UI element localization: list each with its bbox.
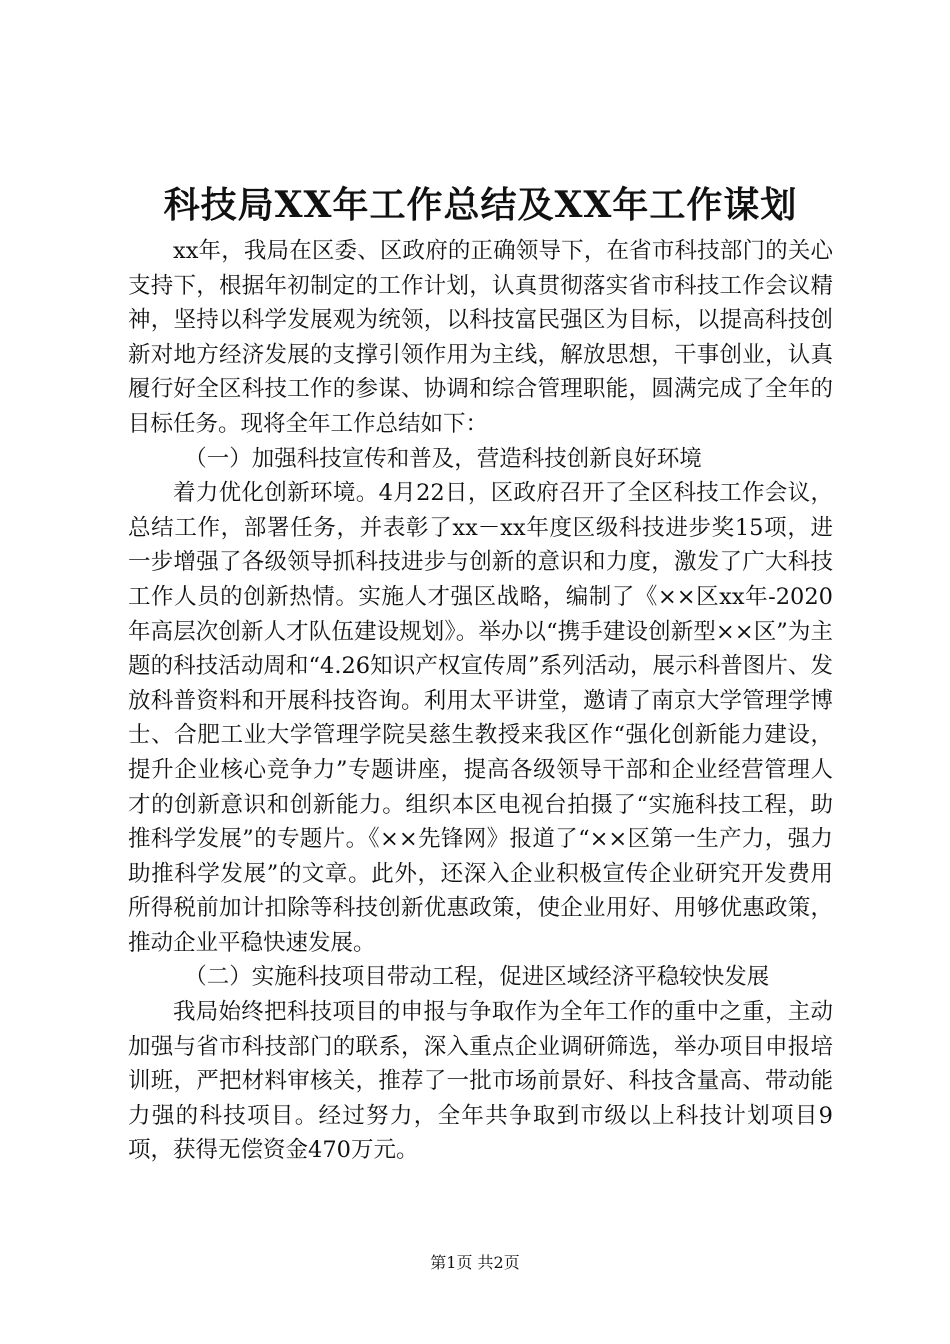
document-title: 科技局XX年工作总结及XX年工作谋划 (163, 184, 798, 226)
page-footer: 第1页 共2页 (430, 1253, 520, 1272)
intro-paragraph: xx年，我局在区委、区政府的正确领导下，在省市科技部门的关心支持下，根据年初制定的工作计划，认真贯彻落实省市科技工作会议精神，坚持以科学发展观为统领，以科技富民强区为目标，以提高科技创新对地方经济发展的支撑引领作用为主线，解放思想，干事创业，认真履行好全区科技工作的参谋、协调和综合管理职能，圆满完成了全年的目标任务。现将全年工作总结如下： (128, 238, 833, 437)
section-2-body: 我局始终把科技项目的申报与争取作为全年工作的重中之重，主动加强与省市科技部门的联系，深入重点企业调研筛选，举办项目申报培训班，严把材料审核关，推荐了一批市场前景好、科技含量高、带动能力强的科技项目。经过努力，全年共争取到市级以上科技计划项目9项，获得无偿资金470万元。 (128, 999, 833, 1164)
section-1-heading: （一）加强科技宣传和普及，营造科技创新良好环境 (184, 445, 702, 472)
section-1-body: 着力优化创新环境。4月22日，区政府召开了全区科技工作会议，总结工作，部署任务，并表彰了xx－xx年度区级科技进步奖15项，进一步增强了各级领导抓科技进步与创新的意识和力度，激发了广大科技工作人员的创新热情。实施人才强区战略，编制了《××区xx年-2020年高层次创新人才队伍建设规划》。举办以“携手建设创新型××区”为主题的科技活动周和“4.26知识产权宣传周”系列活动，展示科普图片、发放科普资料和开展科技咨询。利用太平讲堂，邀请了南京大学管理学博士、合肥工业大学管理学院吴慈生教授来我区作“强化创新能力建设，提升企业核心竞争力”专题讲座，提高各级领导干部和企业经营管理人才的创新意识和创新能力。组织本区电视台拍摄了“实施科技工程，助推科学发展”的专题片。《××先锋网》报道了“××区第一生产力，强力助推科学发展”的文章。此外，还深入企业积极宣传企业研究开发费用所得税前加计扣除等科技创新优惠政策，使企业用好、用够优惠政策，推动企业平稳快速发展。 (128, 480, 833, 956)
document-page (128, 180, 833, 1168)
section-2-heading: （二）实施科技项目带动工程，促进区域经济平稳较快发展 (184, 964, 770, 991)
